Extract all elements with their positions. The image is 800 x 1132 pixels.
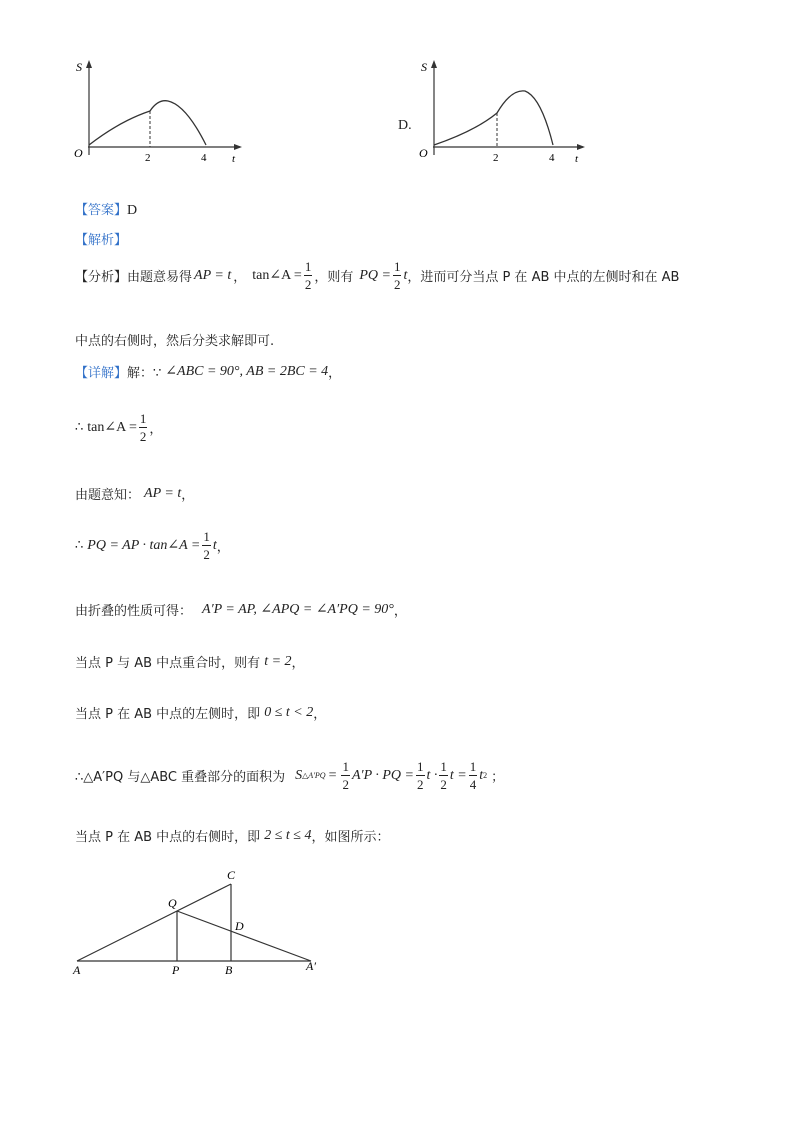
detail-line-8 bbox=[75, 760, 504, 791]
label-c: C bbox=[227, 868, 236, 882]
fraction bbox=[469, 760, 478, 791]
answer-tag: 【答案】 bbox=[75, 203, 128, 218]
fenxi-text: ，进而可分当点 P 在 AB 中点的左侧时和在 AB bbox=[407, 270, 680, 285]
detail-math: ∠ABC = 90°, AB = 2BC = 4 bbox=[165, 364, 329, 379]
fraction-half bbox=[393, 260, 402, 291]
detail-math: AP = t bbox=[144, 485, 182, 501]
punct: ，如图所示： bbox=[311, 830, 390, 845]
punct: ， bbox=[313, 707, 327, 722]
detail-tag: 【详解】 bbox=[75, 366, 128, 381]
numerator: 1 bbox=[342, 759, 349, 774]
punct: ， bbox=[291, 656, 305, 671]
detail-text: 当点 P 在 AB 中点的右侧时，即 bbox=[75, 830, 261, 845]
detail-math: tan∠A = bbox=[87, 420, 137, 435]
y-axis-arrow-icon bbox=[431, 60, 437, 68]
tick-4: 4 bbox=[549, 152, 555, 164]
fraction bbox=[341, 760, 350, 791]
denominator: 2 bbox=[139, 429, 147, 444]
denominator: 2 bbox=[440, 777, 447, 792]
fraction bbox=[416, 760, 425, 791]
detail-text: 解：∵ bbox=[127, 366, 162, 381]
detail-line-9 bbox=[75, 826, 389, 845]
fenxi-text: ，则有 bbox=[314, 270, 354, 285]
detail-math: t = 2 bbox=[264, 653, 292, 669]
y-label: S bbox=[421, 60, 427, 74]
graph-option-c bbox=[70, 55, 250, 165]
x-label: t bbox=[232, 153, 236, 165]
origin-label: O bbox=[74, 146, 83, 160]
variable-t: t bbox=[403, 267, 408, 283]
punct: ， bbox=[216, 540, 230, 555]
equals: = bbox=[328, 767, 337, 783]
geometry-figure bbox=[60, 862, 340, 987]
detail-text: 由折叠的性质可得： bbox=[75, 604, 193, 619]
tan-expr: tan∠A = bbox=[252, 268, 302, 283]
detail-text: 当点 P 在 AB 中点的左侧时，即 bbox=[75, 707, 261, 722]
denominator: 2 bbox=[417, 777, 424, 792]
fraction bbox=[139, 412, 148, 443]
fenxi-text: 由题意易得 bbox=[127, 270, 193, 285]
fenxi-tag: 【分析】 bbox=[75, 270, 128, 285]
x-axis-arrow-icon bbox=[577, 144, 585, 150]
tick-4: 4 bbox=[201, 152, 207, 164]
numerator: 1 bbox=[139, 411, 147, 426]
fraction bbox=[202, 530, 211, 561]
detail-line-2 bbox=[75, 412, 162, 443]
numerator: 1 bbox=[417, 759, 424, 774]
graph-option-d bbox=[415, 55, 595, 165]
denominator: 2 bbox=[304, 277, 312, 292]
pq-expr: PQ = bbox=[359, 267, 391, 283]
fenxi-line bbox=[75, 260, 679, 291]
detail-line-5 bbox=[75, 600, 407, 619]
punct: ， bbox=[149, 422, 163, 437]
numerator: 1 bbox=[203, 529, 210, 544]
curve bbox=[89, 101, 206, 145]
origin-label: O bbox=[419, 146, 428, 160]
area-subscript: △A′PQ bbox=[302, 771, 326, 780]
detail-math: t · bbox=[426, 767, 438, 783]
denominator: 2 bbox=[203, 547, 210, 562]
punct: ， bbox=[328, 366, 342, 381]
punct: ， bbox=[393, 604, 407, 619]
detail-line-3 bbox=[75, 484, 194, 503]
label-q: Q bbox=[168, 896, 177, 910]
tick-2: 2 bbox=[145, 152, 151, 164]
numerator: 1 bbox=[440, 759, 447, 774]
denominator: 4 bbox=[469, 777, 477, 792]
detail-math: A′P · PQ = bbox=[351, 767, 414, 783]
detail-math: A′P = AP, ∠APQ = ∠A′PQ = 90° bbox=[202, 602, 394, 617]
fraction bbox=[439, 760, 448, 791]
segment-qa-prime bbox=[177, 911, 311, 961]
denominator: 2 bbox=[342, 777, 349, 792]
detail-math: t = bbox=[449, 767, 467, 783]
ap-eq: AP = t bbox=[194, 267, 232, 283]
y-axis-arrow-icon bbox=[86, 60, 92, 68]
punct: ， bbox=[181, 488, 195, 503]
area-symbol: S bbox=[295, 767, 303, 783]
therefore: ∴ bbox=[75, 538, 84, 553]
option-d-label: D. bbox=[398, 118, 412, 133]
detail-line-6 bbox=[75, 652, 305, 671]
fenxi-line-2: 中点的右侧时，然后分类求解即可. bbox=[75, 334, 275, 349]
label-b: B bbox=[225, 963, 233, 977]
answer-value: D bbox=[127, 203, 138, 218]
analysis-tag: 【解析】 bbox=[75, 233, 128, 248]
label-a-prime: A′ bbox=[306, 959, 316, 973]
y-label: S bbox=[76, 60, 82, 74]
detail-text: 由题意知： bbox=[75, 488, 141, 503]
tick-2: 2 bbox=[493, 152, 499, 164]
detail-line-7 bbox=[75, 703, 326, 722]
exponent: 2 bbox=[483, 771, 488, 780]
detail-text: 当点 P 与 AB 中点重合时，则有 bbox=[75, 656, 261, 671]
answer-line bbox=[75, 199, 137, 219]
numerator: 1 bbox=[469, 759, 477, 774]
detail-math: 2 ≤ t ≤ 4 bbox=[264, 827, 312, 843]
x-label: t bbox=[575, 153, 579, 165]
fraction-half bbox=[304, 260, 313, 291]
detail-line-1 bbox=[75, 362, 341, 381]
detail-math: 0 ≤ t < 2 bbox=[264, 704, 314, 720]
label-d: D bbox=[235, 919, 244, 933]
therefore: ∴ bbox=[75, 420, 84, 435]
punct: ； bbox=[491, 770, 505, 785]
variable-t: t bbox=[212, 537, 217, 553]
detail-math: PQ = AP · tan∠A = bbox=[87, 538, 201, 553]
comma: ， bbox=[233, 270, 247, 285]
label-a: A bbox=[73, 963, 81, 977]
curve bbox=[434, 91, 553, 145]
denominator: 2 bbox=[393, 277, 401, 292]
label-p: P bbox=[172, 963, 180, 977]
detail-text: ∴△A′PQ 与△ABC 重叠部分的面积为 bbox=[75, 770, 286, 785]
numerator: 1 bbox=[393, 259, 401, 274]
numerator: 1 bbox=[304, 259, 312, 274]
x-axis-arrow-icon bbox=[234, 144, 242, 150]
detail-math: t bbox=[479, 767, 484, 783]
detail-line-4 bbox=[75, 530, 230, 561]
